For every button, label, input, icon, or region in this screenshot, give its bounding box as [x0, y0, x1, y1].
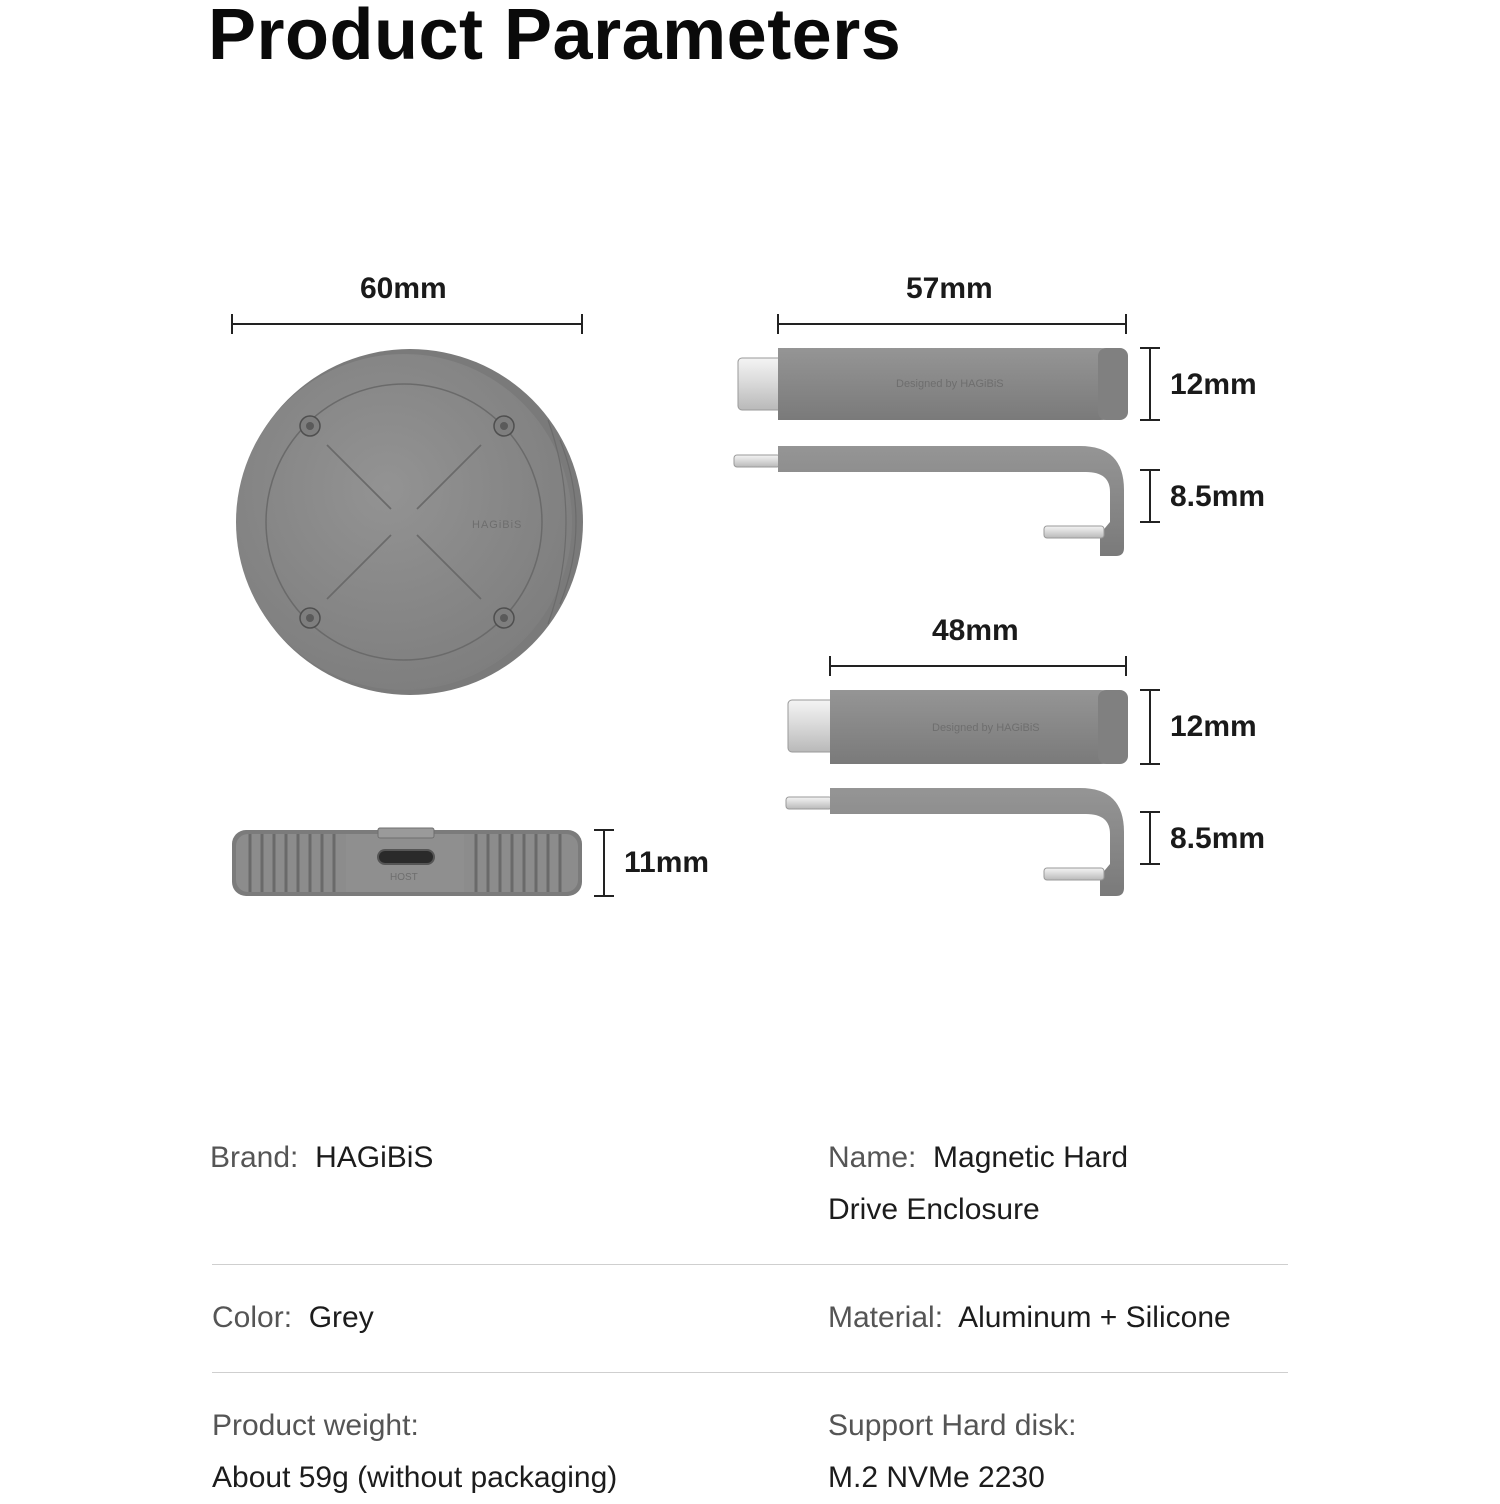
- spec-weight-label: Product weight:: [212, 1409, 419, 1442]
- cable-long-head-dimension-line: [1140, 348, 1160, 420]
- cable-short-head-dimension-line: [1140, 690, 1160, 764]
- cable-short-side-label: 8.5mm: [1170, 822, 1266, 855]
- spec-brand: [210, 1132, 433, 1184]
- spec-material: [828, 1292, 1231, 1344]
- disk-width-dimension-line: [232, 314, 582, 334]
- cable-short-length-dimension-line: [830, 656, 1126, 676]
- cable-short-side-view: [786, 788, 1124, 896]
- usb-c-port-icon: [378, 850, 434, 864]
- spec-color: [212, 1292, 374, 1344]
- divider: [212, 1264, 1288, 1265]
- disk-height-dimension-line: [594, 830, 614, 896]
- divider: [212, 1372, 1288, 1373]
- spec-brand-value: HAGiBiS: [315, 1141, 434, 1174]
- enclosure-top-view: [236, 349, 583, 695]
- spec-weight-value: About 59g (without packaging): [212, 1461, 618, 1494]
- spec-material-value: Aluminum + Silicone: [958, 1301, 1231, 1334]
- spec-name-label: Name:: [828, 1141, 917, 1174]
- disk-width-label: 60mm: [360, 272, 447, 305]
- enclosure-side-view: [232, 828, 582, 896]
- spec-name: [828, 1132, 1288, 1236]
- spec-color-value: Grey: [308, 1301, 374, 1334]
- cable-short-side-dimension-line: [1140, 812, 1160, 864]
- spec-color-label: Color:: [212, 1301, 293, 1334]
- cable-long-top-view: [738, 348, 1128, 420]
- cable-long-side-view: [734, 446, 1124, 556]
- spec-brand-label: Brand:: [210, 1141, 299, 1174]
- cable-short-text: Designed by HAGiBiS: [932, 722, 1040, 734]
- cable-long-length-dimension-line: [778, 314, 1126, 334]
- spec-support: [828, 1400, 1076, 1504]
- cable-short-top-view: [788, 690, 1128, 764]
- spec-name-value-line1: Magnetic Hard: [933, 1141, 1129, 1174]
- spec-material-label: Material:: [828, 1301, 944, 1334]
- spec-name-value-line2: Drive Enclosure: [828, 1193, 1040, 1226]
- spec-support-value: M.2 NVMe 2230: [828, 1461, 1045, 1494]
- disk-height-label: 11mm: [624, 846, 710, 879]
- page-title: Product Parameters: [208, 0, 902, 75]
- port-label-text: HOST: [390, 872, 418, 883]
- cable-long-side-dimension-line: [1140, 470, 1160, 522]
- cable-short-length-label: 48mm: [932, 614, 1019, 647]
- cable-long-head-label: 12mm: [1170, 368, 1257, 401]
- cable-long-length-label: 57mm: [906, 272, 993, 305]
- spec-weight: [212, 1400, 617, 1504]
- cable-long-text: Designed by HAGiBiS: [896, 378, 1004, 390]
- spec-support-label: Support Hard disk:: [828, 1409, 1077, 1442]
- cable-short-head-label: 12mm: [1170, 710, 1257, 743]
- cable-long-side-label: 8.5mm: [1170, 480, 1266, 513]
- disk-logo-text: HAGiBiS: [472, 519, 523, 531]
